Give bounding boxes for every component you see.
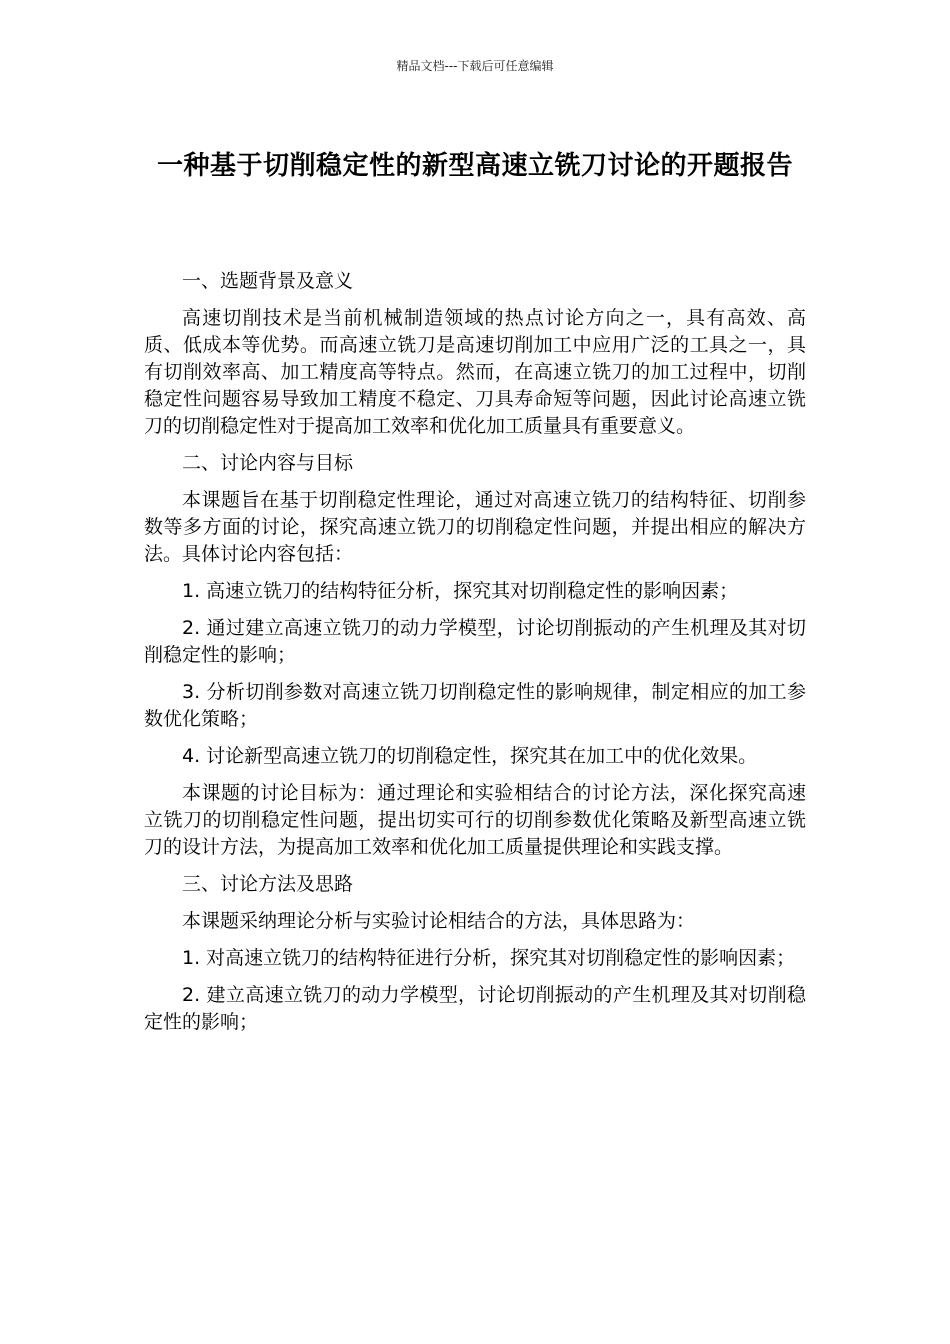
list-item: 2. 建立高速立铣刀的动力学模型，讨论切削振动的产生机理及其对切削稳定性的影响； <box>144 984 806 1033</box>
paragraph: 本课题的讨论目标为：通过理论和实验相结合的讨论方法，深化探究高速立铣刀的切削稳定性问题，提出切实可行的切削参数优化策略及新型高速立铣刀的设计方法，为提高加工效率和优化加工质量提供理论和实践支撑。 <box>144 782 806 858</box>
list-item: 2. 通过建立高速立铣刀的动力学模型，讨论切削振动的产生机理及其对切削稳定性的影响； <box>144 617 806 666</box>
document-title: 一种基于切削稳定性的新型高速立铣刀讨论的开题报告 <box>156 151 793 181</box>
list-item: 3. 分析切削参数对高速立铣刀切削稳定性的影响规律，制定相应的加工参数优化策略； <box>144 681 806 730</box>
paragraph: 本课题采纳理论分析与实验讨论相结合的方法，具体思路为： <box>182 910 696 932</box>
section-heading-3: 三、讨论方法及思路 <box>182 873 354 895</box>
paragraph: 高速切削技术是当前机械制造领域的热点讨论方向之一，具有高效、高质、低成本等优势。而高速立铣刀是高速切削加工中应用广泛的工具之一，具有切削效率高、加工精度高等特点。然而，在高速立铣刀的加工过程中，切削稳定性问题容易导致加工精度不稳定、刀具寿命短等问题，因此讨论高速立铣刀的切削稳定性对于提高加工效率和优化加工质量具有重要意义。 <box>144 307 806 437</box>
section-heading-2: 二、讨论内容与目标 <box>182 452 354 474</box>
list-item: 1. 对高速立铣刀的结构特征进行分析，探究其对切削稳定性的影响因素； <box>182 947 796 969</box>
header-note: 精品文档---下载后可任意编辑 <box>396 59 554 73</box>
section-heading-1: 一、选题背景及意义 <box>182 270 354 292</box>
list-item: 1. 高速立铣刀的结构特征分析，探究其对切削稳定性的影响因素； <box>182 580 739 602</box>
list-item: 4. 讨论新型高速立铣刀的切削稳定性，探究其在加工中的优化效果。 <box>182 745 758 767</box>
document-body <box>144 268 806 1046</box>
paragraph: 本课题旨在基于切削稳定性理论，通过对高速立铣刀的结构特征、切削参数等多方面的讨论，探究高速立铣刀的切削稳定性问题，并提出相应的解决方法。具体讨论内容包括： <box>144 489 806 565</box>
